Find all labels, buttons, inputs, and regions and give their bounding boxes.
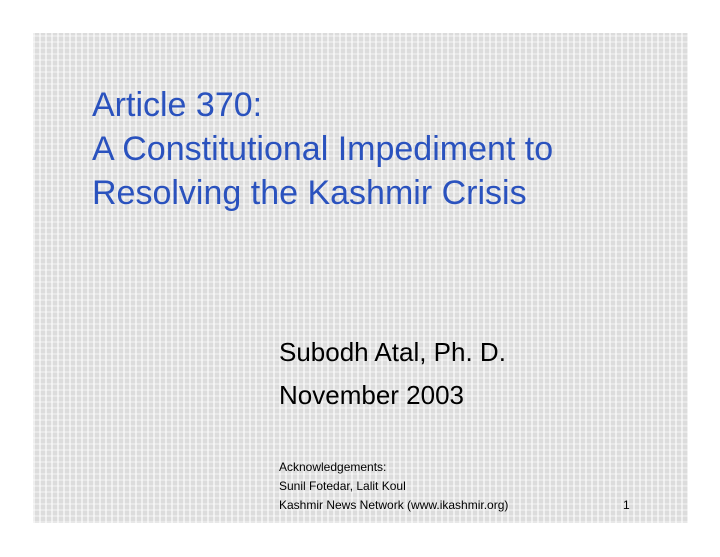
- acknowledgements-source: Kashmir News Network (www.ikashmir.org): [279, 498, 509, 512]
- slide-title: [92, 83, 672, 215]
- slide: [33, 33, 688, 523]
- slide-number: 1: [623, 498, 630, 512]
- acknowledgements-block: [279, 458, 659, 515]
- acknowledgements-heading: Acknowledgements:: [279, 460, 387, 474]
- title-line-2: A Constitutional Impediment to: [92, 130, 554, 168]
- title-line-1: Article 370:: [92, 86, 263, 124]
- author-block: [279, 331, 659, 417]
- title-line-3: Resolving the Kashmir Crisis: [92, 174, 527, 212]
- presentation-date: November 2003: [279, 380, 464, 410]
- author-name: Subodh Atal, Ph. D.: [279, 337, 506, 367]
- acknowledgements-names: Sunil Fotedar, Lalit Koul: [279, 479, 406, 493]
